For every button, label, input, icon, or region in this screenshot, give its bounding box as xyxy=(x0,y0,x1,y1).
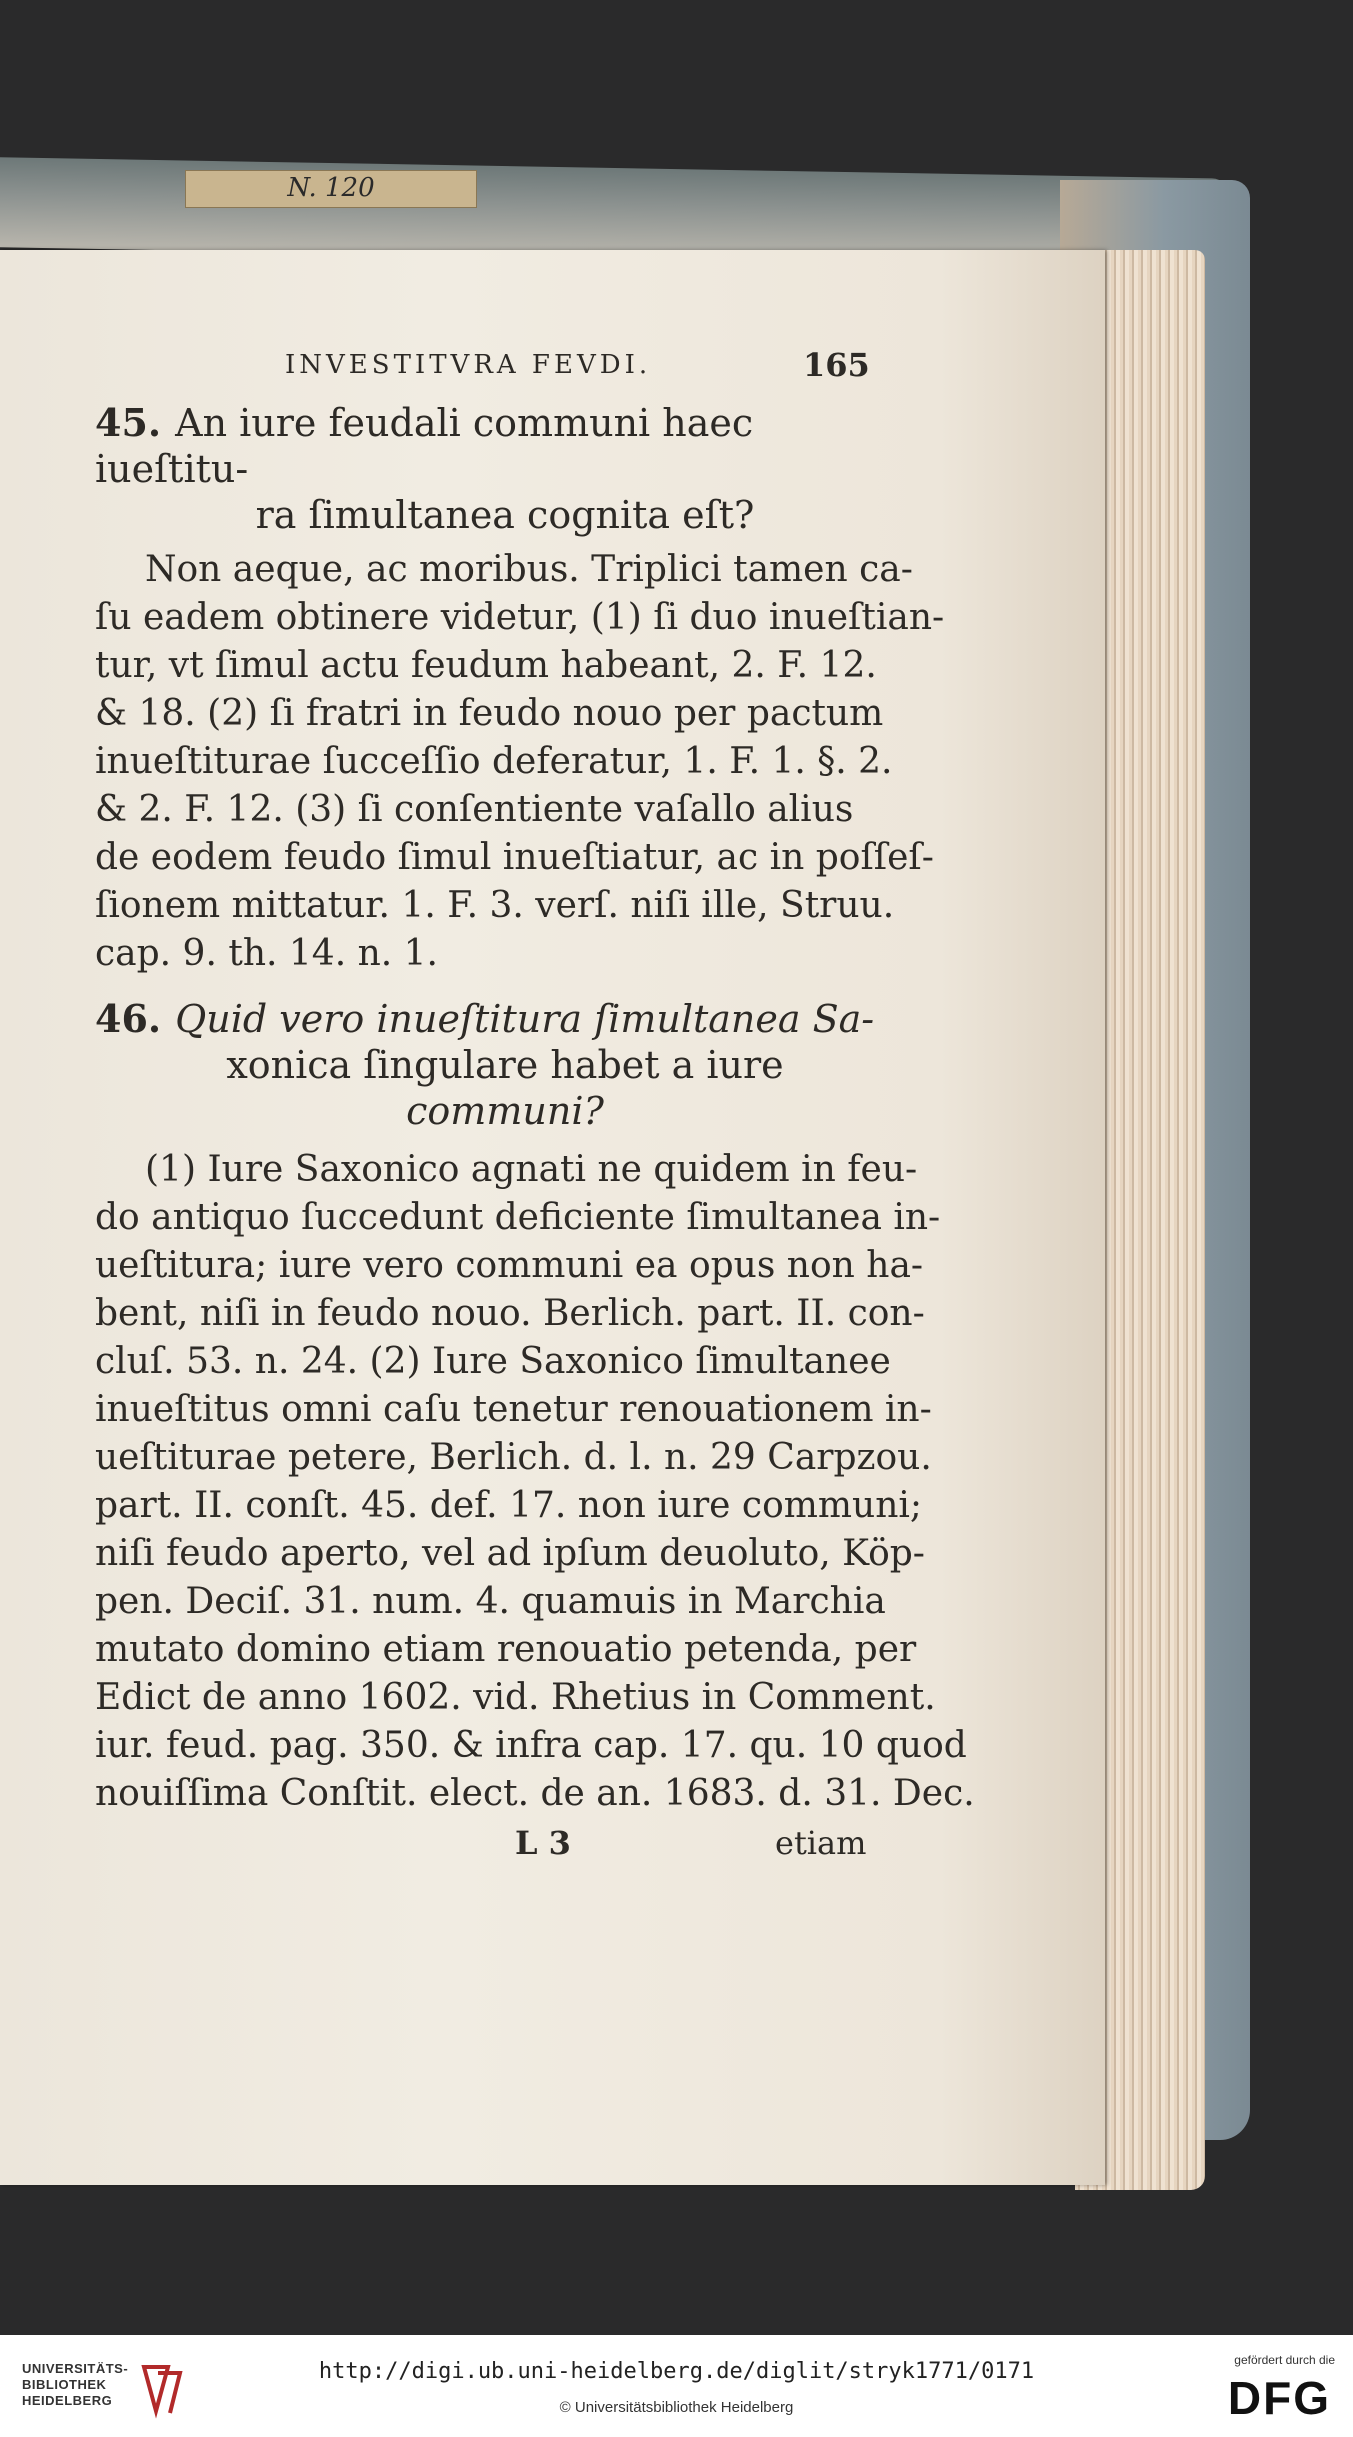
section-45-heading xyxy=(95,400,915,538)
section-46-heading-line1: Quid vero inueſtitura ſimultanea Sa- xyxy=(175,997,875,1041)
permalink-url[interactable]: http://digi.ub.uni-heidelberg.de/diglit/stryk1771/0171 xyxy=(318,2359,1035,2384)
text-line: Edict de anno 1602. vid. Rhetius in Comment. xyxy=(95,1677,936,1718)
text-line: (1) Iure Saxonico agnati ne quidem in feu- xyxy=(145,1149,918,1190)
text-line: part. II. conſt. 45. def. 17. non iure communi; xyxy=(95,1485,923,1526)
viewer-footer xyxy=(0,2335,1353,2437)
page-number: 165 xyxy=(803,346,870,384)
text-line: mutato domino etiam renouatio petenda, per xyxy=(95,1629,917,1670)
text-line: bent, niſi in feudo nouo. Berlich. part. II. con- xyxy=(95,1293,925,1334)
text-line: Non aeque, ac moribus. Triplici tamen ca- xyxy=(145,549,913,590)
text-line: do antiquo ſuccedunt deficiente ſimultanea in- xyxy=(95,1197,941,1238)
text-line: pen. Deciſ. 31. num. 4. quamuis in Marchia xyxy=(95,1581,886,1622)
text-line: ueſtiturae petere, Berlich. d. l. n. 29 Carpzou. xyxy=(95,1437,932,1478)
dfg-caption: gefördert durch die xyxy=(1234,2353,1335,2367)
text-line: inueſtiturae ſucceſſio deferatur, 1. F. 1. §. 2. xyxy=(95,741,893,782)
text-line: ueſtitura; iure vero communi ea opus non ha- xyxy=(95,1245,924,1286)
section-45-heading-line2: ra ſimultanea cognita eſt? xyxy=(255,493,755,537)
text-line: cluſ. 53. n. 24. (2) Iure Saxonico ſimultanee xyxy=(95,1341,891,1382)
section-45-heading-line1: An iure feudali communi haec iueſtitu- xyxy=(95,401,754,491)
section-45-body xyxy=(95,546,945,978)
logo-line: BIBLIOTHEK xyxy=(22,2377,107,2392)
section-46-heading-line2: xonica ſingulare habet a iure xyxy=(226,1043,784,1087)
shelfmark-label: N. 120 xyxy=(185,170,477,208)
page-text xyxy=(95,346,975,1872)
logo-line: UNIVERSITÄTS- xyxy=(22,2361,129,2376)
section-46-heading-line3: communi? xyxy=(406,1089,604,1133)
text-line: de eodem feudo ſimul inueſtiatur, ac in poſſeſ- xyxy=(95,837,934,878)
text-line: cap. 9. th. 14. n. 1. xyxy=(95,933,439,974)
section-46-number: 46. xyxy=(95,996,162,1041)
text-line: nouiſſima Conſtit. elect. de an. 1683. d. 31. Dec. xyxy=(95,1773,975,1814)
signature-mark: L 3 xyxy=(515,1824,571,1862)
text-line: & 2. F. 12. (3) ſi conſentiente vaſallo alius xyxy=(95,789,854,830)
text-line: ſionem mittatur. 1. F. 3. verſ. niſi ille, Struu. xyxy=(95,885,895,926)
book-page xyxy=(0,250,1105,2185)
page-footer xyxy=(95,1824,915,1872)
section-46-body xyxy=(95,1146,975,1818)
section-45-number: 45. xyxy=(95,400,162,445)
text-line: inueſtitus omni caſu tenetur renouationem in- xyxy=(95,1389,932,1430)
logo-line: HEIDELBERG xyxy=(22,2393,113,2408)
dfg-logo: DFG xyxy=(1227,2372,1331,2424)
copyright-text: © Universitätsbibliothek Heidelberg xyxy=(559,2399,794,2416)
section-46-heading xyxy=(95,996,915,1134)
running-title: INVESTITVRA FEVDI. xyxy=(285,350,652,380)
running-head xyxy=(95,346,915,394)
text-line: & 18. (2) ſi fratri in feudo nouo per pactum xyxy=(95,693,884,734)
catchword: etiam xyxy=(775,1824,867,1862)
text-line: ſu eadem obtinere videtur, (1) ſi duo inueſtian- xyxy=(95,597,945,638)
text-line: iur. feud. pag. 350. & infra cap. 17. qu. 10 quod xyxy=(95,1725,967,1766)
text-line: tur, vt ſimul actu feudum habeant, 2. F. 12. xyxy=(95,645,877,686)
text-line: niſi feudo aperto, vel ad ipſum deuoluto, Köp- xyxy=(95,1533,925,1574)
